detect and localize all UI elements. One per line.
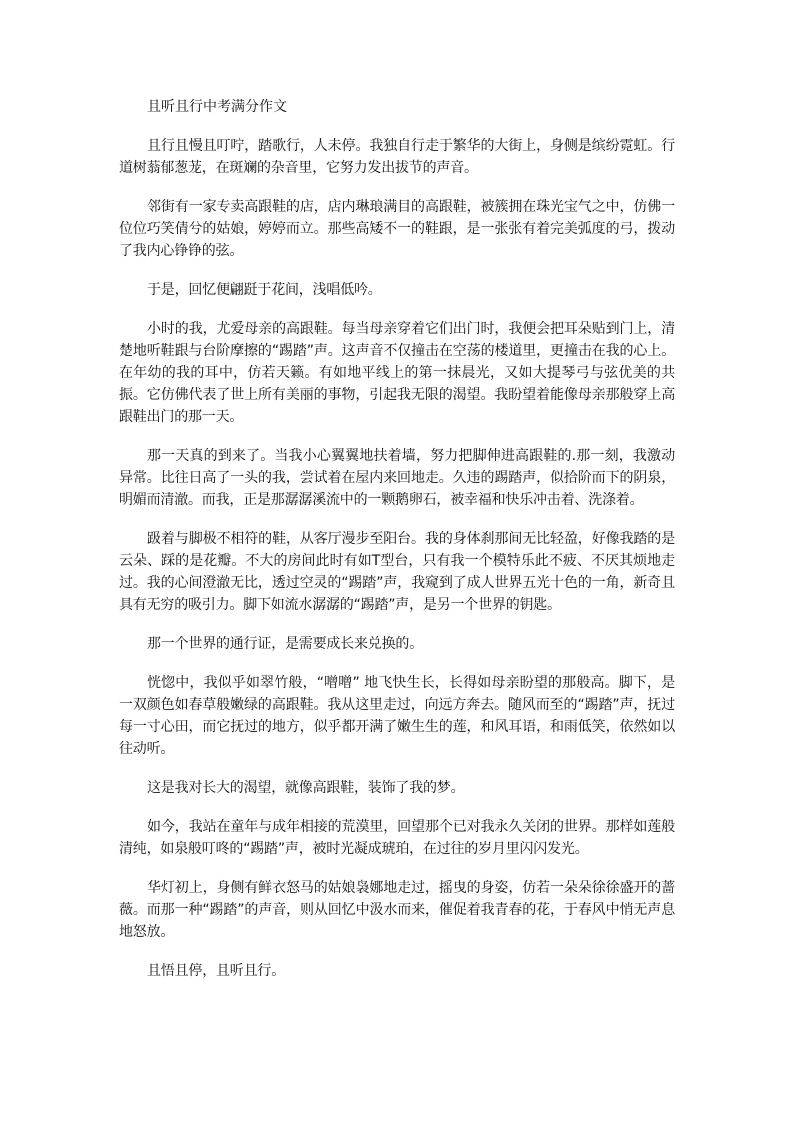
document-page bbox=[119, 96, 675, 999]
paragraph: 邻街有一家专卖高跟鞋的店，店内琳琅满目的高跟鞋，被簇拥在珠光宝气之中，仿佛一位位巧笑倩兮的姑娘，婷婷而立。那些高矮不一的鞋跟，是一张张有着完美弧度的弓，拨动了我内心铮铮的弦。 bbox=[119, 199, 675, 259]
paragraph: 华灯初上，身侧有鲜衣怒马的姑娘袅娜地走过，摇曳的身姿，仿若一朵朵徐徐盛开的蔷薇。而那一种“踢踏”的声音，则从回忆中汲水而来，催促着我青春的花，于春风中悄无声息地怒放。 bbox=[119, 880, 675, 940]
paragraph: 恍惚中，我似乎如翠竹般，“噌噌” 地飞快生长，长得如母亲盼望的那般高。脚下，是一双颜色如春草般嫩绿的高跟鞋。我从这里走过，向远方奔去。随风而至的“踢踏”声，抚过每一寸心田，而它抚过的地方，似乎都开满了嫩生生的莲，和风耳语，和雨低笑，依然如以往动听。 bbox=[119, 675, 675, 757]
paragraph: 趿着与脚极不相符的鞋，从客厅漫步至阳台。我的身体刹那间无比轻盈，好像我踏的是云朵、踩的是花瓣。不大的房间此时有如T型台，只有我一个模特乐此不疲、不厌其烦地走过。我的心间澄澈无比，透过空灵的“踢踏”声，我窥到了成人世界五光十色的一角，新奇且具有无穷的吸引力。脚下如流水潺潺的“踢踏”声，是另一个世界的钥匙。 bbox=[119, 531, 675, 613]
document-title: 且听且行中考满分作文 bbox=[147, 99, 287, 115]
paragraph: 小时的我，尤爱母亲的高跟鞋。每当母亲穿着它们出门时，我便会把耳朵贴到门上，清楚地听鞋跟与台阶摩擦的“踢踏”声。这声音不仅撞击在空荡的楼道里，更撞击在我的心上。在年幼的我的耳中，仿若天籁。有如地平线上的第一抹晨光，又如大提琴弓与弦优美的共振。它仿佛代表了世上所有美丽的事物，引起我无限的渴望。我盼望着能像母亲那般穿上高跟鞋出门的那一天。 bbox=[119, 321, 675, 425]
paragraph: 于是，回忆便翩跹于花间，浅唱低吟。 bbox=[147, 282, 382, 298]
paragraph: 这是我对长大的渴望，就像高跟鞋，装饰了我的梦。 bbox=[147, 780, 465, 796]
paragraph: 那一个世界的通行证，是需要成长来兑换的。 bbox=[147, 636, 423, 652]
paragraph: 那一天真的到来了。当我小心翼翼地扶着墙，努力把脚伸进高跟鞋的.那一刻，我激动异常。比往日高了一头的我，尝试着在屋内来回地走。久违的踢踏声，似拾阶而下的阴泉，明媚而清澈。而我，正是那潺潺溪流中的一颗鹅卵石，被幸福和快乐冲击着、洗涤着。 bbox=[119, 448, 675, 508]
paragraph: 且行且慢且叮咛，踏歌行，人未停。我独自行走于繁华的大街上，身侧是缤纷霓虹。行道树蓊郁葱茏，在斑斓的杂音里，它努力发出拔节的声音。 bbox=[119, 138, 675, 176]
paragraph: 如今，我站在童年与成年相接的荒漠里，回望那个已对我永久关闭的世界。那样如莲般清纯，如泉般叮咚的“踢踏”声，被时光凝成琥珀，在过往的岁月里闪闪发光。 bbox=[119, 819, 675, 857]
paragraph: 且悟且停，且听且行。 bbox=[147, 963, 285, 979]
